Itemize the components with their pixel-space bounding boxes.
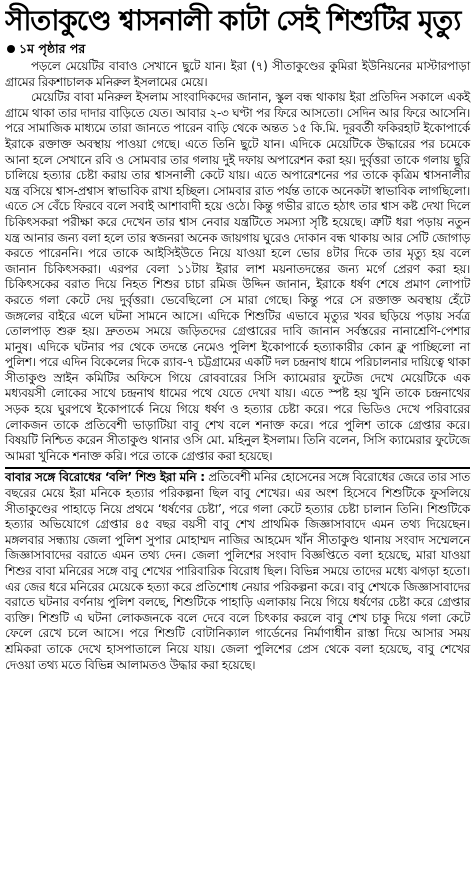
bullet-icon xyxy=(7,45,15,53)
subsection-text: প্রতিবেশী মনির হোসেনের সঙ্গে বিরোধের জেরে তার সাত বছরের মেয়ে ইরা মনিকে হত্যার পরিকল্পনা ছিল বাবু শেখের। এর অংশ হিসেবে শিশুটিকে ফুসলিয়ে সীতাকুণ্ডের পাহাড়ে নিয়ে প্রথমে ‘ধর্ষণের চেষ্টা’, পরে গলা কেটে হত্যার চেষ্টা চালান তিনি। শিশুটিকে হত্যার অভিযোগে গ্রেপ্তার ৪৫ বছর বয়সী বাবু শেখ প্রাথমিক জিজ্ঞাসাবাদে এমন তথ্য দিয়েছেন। মঙ্গলবার সন্ধ্যায় জেলা পুলিশ সুপার মোহাম্মদ নাজির আহমেদ খাঁন সীতাকুণ্ড থানায় সংবাদ সম্মেলনে জিজ্ঞাসাবাদের বরাতে এমন তথ্য দেন। জেলা পুলিশের সংবাদ বিজ্ঞপ্তিতে বলা হয়েছে, মারা যাওয়া শিশুর বাবা মনিরের সঙ্গে বাবু শেখের পারিবারিক বিরোধ ছিল। বিভিন্ন সময়ে তাদের মধ্যে ঝগড়া হতো। এর জের ধরে মনিরের মেয়েকে হত্যা করে প্রতিশোধ নেয়ার পরিকল্পনা করে। বাবু শেখকে জিজ্ঞাসাবাদের বরাতে ঘটনার বর্ণনায় পুলিশ বলছে, শিশুটিকে পাহাড়ি এলাকায় নিয়ে গিয়ে ধর্ষণের চেষ্টা করে গ্রেপ্তার ব্যক্তি। শিশুটি এ ঘটনা লোকজনকে বলে দেবে বলে চিৎকার করলে বাবু শেখ চাকু দিয়ে গলা কেটে ফেলে রেখে চলে আসে। পরে শিশুটি বোটানিক্যাল গার্ডেনের নির্মাণাধীন রাস্তা দিয়ে আসার সময় শ্রমিকরা তাকে দেখে হাসপাতালে নিয়ে যায়। জেলা পুলিশের প্রেস থেকে বলা হয়েছে, বাবু শেখের দেওয়া তথ্য মতে বিভিন্ন আলামতও উদ্ধার করা হয়েছে। xyxy=(5,470,470,672)
paragraph-1: পড়লে মেয়েটির বাবাও সেখানে ছুটে যান। ইরা (৭) সীতাকুণ্ডের কুমিরা ইউনিয়নের মাস্টারপাড়া গ্রামের রিকশাচালক মনিরুল ইসলামের মেয়ে। xyxy=(5,59,470,89)
subsection-heading: বাবার সঙ্গে বিরোধের ‘বলি’ শিশু ইরা মনি : xyxy=(5,470,205,485)
article-body xyxy=(5,59,470,673)
continuation-label: ১ম পৃষ্ঠার পর xyxy=(19,41,86,56)
paragraph-2: মেয়েটির বাবা মনিরুল ইসলাম সাংবাদিকদের জানান, স্কুল বন্ধ থাকায় ইরা প্রতিদিন সকালে একই গ্রামে থাকা তার দাদার বাড়িতে যেত। আবার ২-৩ ঘণ্টা পর ফিরে আসতো। সেদিন আর ফিরে আসেনি। পরে সামাজিক মাধ্যমে তারা জানতে পারেন বাড়ি থেকে অন্তত ১৫ কি.মি. দূরবর্তী ফকিরহাট ইকোপার্কে ইরাকে রক্তাক্ত অবস্থায় পাওয়া গেছে। এতে তিনি ছুটে যান। এদিকে মেয়েটিকে উদ্ধারের পর চমেকে আনা হলে সেখানে রবি ও সোমবার তার গলায় দুই দফায় অপারেশন করা হয়। দুর্বৃত্তরা তাকে গলায় ছুরি চালিয়ে হত্যার চেষ্টা করায় তার শ্বাসনালী কেটে যায়। এতে অপারেশনের পর তাকে কৃত্রিম শ্বাসনালীর যন্ত্র বসিয়ে শ্বাস-প্রশ্বাস স্বাভাবিক রাখা হচ্ছিল। সোমবার রাত পর্যন্ত তাকে অনেকটা স্বাভাবিক লাগছিলো। এতে সে বেঁচে ফিরবে বলে সবাই আশাবাদী হয়ে ওঠে। কিন্তু গভীর রাতে হঠাৎ তার শ্বাস কষ্ট দেখা দিলে চিকিৎসকরা পরীক্ষা করে দেখেন তার শ্বাস নেবার যন্ত্রটিতে সমস্যা সৃষ্টি হয়েছে। ত্রুটি ধরা পড়ায় নতুন যন্ত্র আনার জন্য বলা হলে তার স্বজনরা অনেক জায়গায় ঘুরেও দোকান বন্ধ থাকায় আর সেটি জোগাড় করতে পারেননি। পরে তাকে আইসিইউতে নিয়ে যাওয়া হলে ভোর ৪টার দিকে তার মৃত্যু হয় বলে জানান চিকিৎসকরা। এরপর বেলা ১১টায় ইরার লাশ ময়নাতদন্তের জন্য মর্গে প্রেরণ করা হয়। চিকিৎসকের বরাত দিয়ে নিহত শিশুর চাচা রমিজ উদ্দিন জানান, ইরাকে ধর্ষণ শেষে প্রমাণ লোপাট করতে গলা কেটে দেয় দুর্বৃত্তরা। ভেবেছিলো সে মারা গেছে। কিন্তু পরে সে রক্তাক্ত অবস্থায় হেঁটে জঙ্গলের বাইরে এলে ঘটনা সামনে আসে। এদিকে শিশুটির এভাবে মৃত্যুর খবর ছড়িয়ে পড়ায় সর্বত্র তোলপাড় শুরু হয়। দ্রুততম সময়ে জড়িতদের গ্রেপ্তারের দাবি জানান সর্বস্তরের নানাশ্রেণি-পেশার মানুষ। এদিকে ঘটনার পর থেকে তদন্তে নেমেও পুলিশ ইকোপার্কে হত্যাকারীর কোন ক্লু পাচ্ছিলো না পুলিশ। পরে এদিন বিকেলের দিকে র‌্যাব-৭ চট্টগ্রামের একটি দল চন্দ্রনাথ ধামে পরিচালনার দায়িত্বে থাকা সীতাকুণ্ড স্রাইন কমিটির অফিসে গিয়ে রোববারের সিসি ক্যামেরার ফুটেজ দেখে মেয়েটিকে এক মধ্যবয়সী লোকের সাথে চন্দ্রনাথ ধামের পথে যেতে দেখা যায়। এতে স্পষ্ট হয় খুনি তাকে চন্দ্রনাথের সড়ক হয়ে ঘুরপথে ইকোপার্কে নিয়ে গিয়ে ধর্ষণ ও হত্যার চেষ্টা করে। পরে ভিডিও দেখে পরিবারের লোকজন তাকে প্রতিবেশী ভাড়াটিয়া বাবু শেখ বলে শনাক্ত করে। পরে পুলিশ তাকে গ্রেপ্তার করে। বিষয়টি নিশ্চিত করেন সীতাকুণ্ড থানার ওসি মো. মহিনুল ইসলাম। তিনি বলেন, সিসি ক্যামেরার ফুটেজে আমরা খুনিকে শনাক্ত করি। পরে তাকে গ্রেপ্তার করা হয়েছে। xyxy=(5,90,470,463)
continuation-line xyxy=(7,41,470,57)
headline: সীতাকুণ্ডে শ্বাসনালী কাটা সেই শিশুটির মৃত্যু xyxy=(5,4,461,37)
subsection-paragraph xyxy=(5,467,470,673)
